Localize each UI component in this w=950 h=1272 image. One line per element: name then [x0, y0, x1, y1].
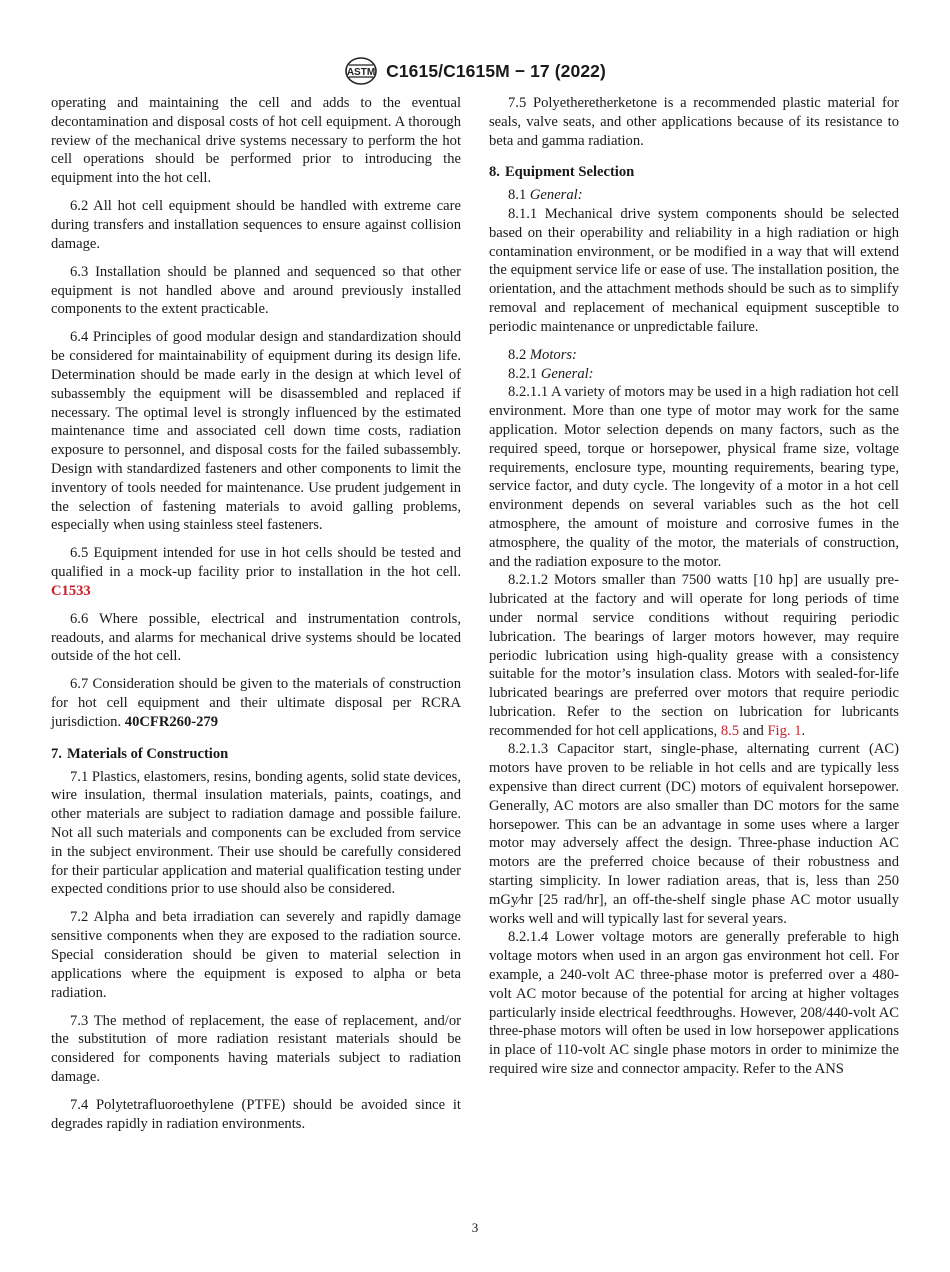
- subsection-8-2-label: Motors:: [529, 346, 577, 363]
- paragraph-6-7: [51, 675, 461, 731]
- subsection-8-2-1: [489, 365, 899, 384]
- reference-link-8-5[interactable]: 8.5: [720, 722, 740, 739]
- paragraph-6-2: 6.2 All hot cell equipment should be handled with extreme care during transfers and installation sequences to ensure against collision damage.: [51, 198, 461, 252]
- paragraph-6-6: 6.6 Where possible, electrical and instrumentation controls, readouts, and alarms for mechanical drive systems should be located outside of the hot cell.: [51, 610, 461, 665]
- subsection-8-1-number: 8.1: [508, 187, 530, 204]
- standard-designation: C1615/C1615M − 17 (2022): [386, 60, 606, 81]
- paragraph-8-2-1-3: 8.2.1.3 Capacitor start, single-phase, alternating current (AC) motors have proven to be reliable in hot cells and are typically less expensive than direct current (DC) motors of equivalent horsepower. Generally, AC motors are also smaller than DC motors for the same horsepower. This can be an advantage in some uses where a larger motor may adversely affect the design. Three-phase induction AC motors are the preferred choice because of their robustness and starting simplicity. In lower radiation areas, that is, less than 250 mGy⁄hr [25 rad/hr], an off-the-shelf single phase AC motor usually works well and will typically last for several years.: [489, 741, 899, 927]
- paragraph-8-2-1-2-end: .: [801, 722, 806, 739]
- regulation-reference: 40CFR260-279: [124, 714, 219, 731]
- subsection-8-1-label: General:: [529, 187, 583, 204]
- section-8-heading: [489, 163, 899, 182]
- paragraph-7-3: 7.3 The method of replacement, the ease of replacement, and/or the substitution of more radiation resistant materials should be considered for components having materials subject to radiation damage.: [51, 1012, 461, 1085]
- paragraph-6-7-text: 6.7 Consideration should be given to the materials of construction for hot cell equipment and their ultimate disposal per RCRA jurisdiction.: [51, 676, 461, 731]
- paragraph-6-5-text: 6.5 Equipment intended for use in hot cells should be tested and qualified in a mock-up facility prior to installation in the hot cell.: [51, 545, 461, 581]
- section-7-number: 7.: [51, 745, 62, 762]
- subsection-8-2-1-number: 8.2.1: [508, 365, 541, 382]
- paragraph-8-2-1-2-and: and: [739, 722, 768, 739]
- paragraph-7-5: 7.5 Polyetheretherketone is a recommended plastic material for seals, valve seats, and other applications because of its resistance to beta and gamma radiation.: [489, 95, 899, 149]
- paragraph-8-2-1-2-text: 8.2.1.2 Motors smaller than 7500 watts [10 hp] are usually pre-lubricated at the factory and will operate for long periods of time under normal service conditions without requiring periodic lubrication. The bearings of larger motors however, may require periodic lubrication using high-quality grease with a consistency suitable for the motor’s insulation class. Motors with sealed-for-life lubricated bearings are preferred over motors that require periodic lubrication. Refer to the section on lubrication for lubricants recommended for hot cell applications,: [489, 572, 899, 739]
- svg-text:ASTM: ASTM: [346, 67, 376, 78]
- reference-link-fig-1[interactable]: Fig. 1: [767, 722, 802, 739]
- paragraph-6-4: 6.4 Principles of good modular design and standardization should be considered for maintainability of equipment during its design life. Determination should be made early in the design at which level of subassembly the equipment will be disassembled and replaced if necessary. The optimal level is strongly influenced by the estimated maintenance time and associated cell down time costs, radiation exposure to personnel, and disposal costs for the failed subassembly. Design with standardized fasteners and other components to limit the inventory of tools needed for maintenance. Use prudent judgement in the selection of fastening materials to avoid galling problems, especially when using stainless steel fasteners.: [51, 329, 461, 534]
- section-7-heading: [51, 745, 461, 764]
- paragraph-8-1-1: 8.1.1 Mechanical drive system components should be selected based on their operability and reliability in a high radiation or high contamination environment, or be modified in a way that will extend the equipment service life or ease of use. The installation position, the orientation, and the attachment methods should be such as to simplify removal and replacement of mechanical equipment susceptible to periodic maintenance or unpredictable failure.: [489, 205, 899, 335]
- paragraph-7-2: 7.2 Alpha and beta irradiation can severely and rapidly damage sensitive components when they are exposed to the radiation source. Special consideration should be given to material selection in applications where the equipment is exposed to alpha or beta radiation.: [51, 909, 461, 1001]
- subsection-8-2-1-label: General:: [540, 365, 594, 382]
- section-8-number: 8.: [489, 164, 500, 181]
- astm-logo-icon: [344, 56, 378, 86]
- paragraph-8-2-1-1: 8.2.1.1 A variety of motors may be used in a high radiation hot cell environment. More than one type of motor may work for the same application. Motor selection depends on many factors, such as the required speed, torque or horsepower, physical frame size, voltage requirements, enclosure type, mounting requirements, bearing type, service factor, and duty cycle. The longevity of a motor in a hot cell environment depends on several variables such as the hot cell atmosphere, the amount of moisture and corrosive fumes in the atmosphere, the quality of the motor, the materials of construction, and the radiation exposure to the motor.: [489, 384, 899, 570]
- left-column: [51, 94, 461, 1143]
- paragraph-6-5: [51, 544, 461, 600]
- right-column: [489, 94, 899, 1079]
- page-number: 3: [471, 1220, 479, 1235]
- reference-link-c1533[interactable]: C1533: [51, 582, 91, 599]
- paragraph-8-2-1-4: 8.2.1.4 Lower voltage motors are generally preferable to high voltage motors when used in an argon gas environment hot cell. For example, a 240-volt AC three-phase motor is preferred over a 480-volt AC motor because of the potential for arcing at higher voltages particularly inside electrical feedthroughs. However, 208/440-volt AC three-phase motors will often be used in low horsepower applications in place of 110-volt AC single phase motors in order to minimize the required wire size and connector ampacity. Refer to the ANS: [489, 929, 899, 1078]
- subsection-8-2: [489, 346, 899, 365]
- subsection-8-1: [489, 186, 899, 205]
- section-8-title: Equipment Selection: [504, 164, 635, 181]
- paragraph-continued: operating and maintaining the cell and adds to the eventual decontamination and disposal costs of hot cell equipment. A thorough review of the mechanical drive systems necessary to perform the hot cell operations should be performed prior to introducing the equipment into the hot cell.: [51, 95, 461, 187]
- paragraph-7-4: 7.4 Polytetrafluoroethylene (PTFE) should be avoided since it degrades rapidly in radiation environments.: [51, 1096, 461, 1132]
- page-header: [0, 56, 950, 91]
- paragraph-8-2-1-2: [489, 571, 899, 740]
- paragraph-7-1: 7.1 Plastics, elastomers, resins, bonding agents, solid state devices, wire insulation, thermal insulation materials, paints, coatings, and other materials are subject to radiation damage and possible failure. Not all such materials and components can be excluded from service in the subject environment. Their use should be carefully considered for their particular application and material qualification testing under expected conditions prior to use should also be considered.: [51, 768, 461, 898]
- section-7-title: Materials of Construction: [66, 745, 229, 762]
- subsection-8-2-number: 8.2: [508, 346, 530, 363]
- paragraph-6-3: 6.3 Installation should be planned and sequenced so that other equipment is not handled above and around previously installed components to the extent practicable.: [51, 263, 461, 318]
